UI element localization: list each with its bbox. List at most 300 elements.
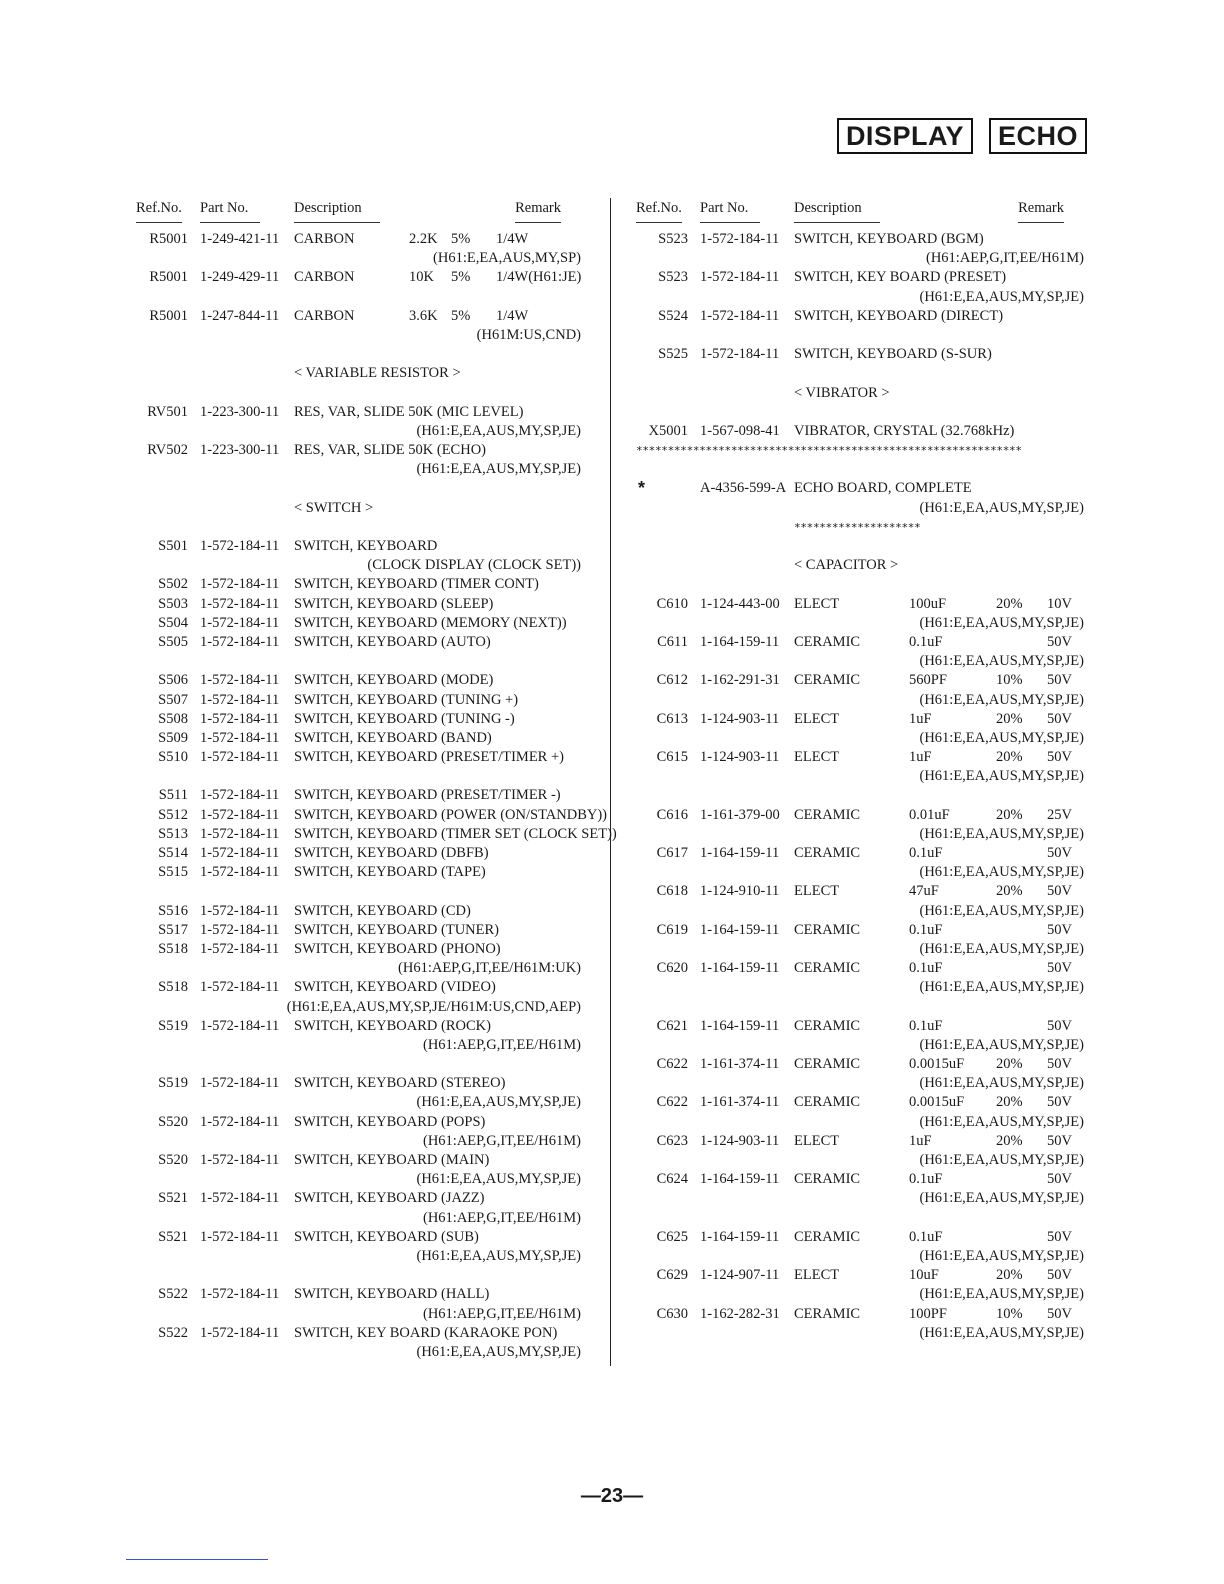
remark: (H61:AEP,G,IT,EE/H61M) xyxy=(422,1209,581,1226)
part-row xyxy=(636,307,1084,326)
description: CERAMIC xyxy=(794,1094,861,1111)
echo-badge: ECHO xyxy=(989,118,1087,154)
description: RES, VAR, SLIDE 50K (ECHO) xyxy=(294,442,487,459)
part-row xyxy=(136,268,581,287)
part-row xyxy=(136,1324,581,1343)
tolerance: 5% xyxy=(451,269,471,286)
part-no: 1-572-184-11 xyxy=(200,1075,280,1092)
remark: (H61:E,EA,AUS,MY,SP,JE) xyxy=(919,1247,1084,1264)
ref-no: C622 xyxy=(656,1056,688,1073)
tolerance: 20% xyxy=(996,1267,1023,1284)
ref-no: S519 xyxy=(158,1017,188,1034)
rating: 50V xyxy=(1047,1228,1072,1245)
remark: (H61M:US,CND) xyxy=(476,326,581,343)
board-mark: * xyxy=(638,478,646,499)
value: 47uF xyxy=(909,883,939,900)
tolerance: 20% xyxy=(996,806,1023,823)
description: CERAMIC xyxy=(794,921,861,938)
remark: (H61:E,EA,AUS,MY,SP,JE) xyxy=(416,461,581,478)
spacer xyxy=(136,518,581,537)
part-no: 1-124-903-11 xyxy=(700,1132,780,1149)
column-header xyxy=(136,198,581,230)
remark-row xyxy=(636,1324,1084,1343)
remark-row xyxy=(636,1074,1084,1093)
description: SWITCH, KEYBOARD xyxy=(294,538,438,554)
description: CERAMIC xyxy=(794,960,861,977)
remark-row xyxy=(636,1151,1084,1170)
spacer xyxy=(136,479,581,498)
remark: (H61:E,EA,AUS,MY,SP,JE) xyxy=(919,1190,1084,1207)
tolerance: 20% xyxy=(996,1094,1023,1111)
ref-no: S516 xyxy=(158,902,188,919)
remark-row xyxy=(136,249,581,268)
spacer xyxy=(136,652,581,671)
ref-no: C623 xyxy=(656,1132,688,1149)
ref-no: C611 xyxy=(657,633,688,650)
spacer xyxy=(636,364,1084,383)
ref-no: S510 xyxy=(158,749,188,766)
part-no: 1-223-300-11 xyxy=(200,403,280,420)
rating: 50V xyxy=(1047,1267,1072,1284)
spacer xyxy=(636,460,1084,479)
part-row xyxy=(136,902,581,921)
part-no: 1-572-184-11 xyxy=(200,921,280,938)
remark-row xyxy=(136,1247,581,1266)
left-parts-list xyxy=(136,230,617,1362)
spacer xyxy=(136,882,581,901)
tolerance: 5% xyxy=(451,307,471,324)
part-no: 1-161-374-11 xyxy=(700,1094,780,1111)
remark-row xyxy=(136,1132,581,1151)
remark: (H61:E,EA,AUS,MY,SP,JE) xyxy=(416,1247,581,1264)
ref-no: R5001 xyxy=(149,231,188,247)
part-row xyxy=(136,1113,581,1132)
description: CERAMIC xyxy=(794,806,861,823)
right-parts-column xyxy=(636,198,1084,1343)
part-no: 1-572-184-11 xyxy=(200,691,280,708)
remark-row xyxy=(136,326,581,345)
part-row xyxy=(636,959,1084,978)
ref-no: C620 xyxy=(656,960,688,977)
part-row xyxy=(136,1285,581,1304)
spacer xyxy=(636,326,1084,345)
ref-no: S504 xyxy=(158,614,188,631)
part-no: 1-572-184-11 xyxy=(200,825,280,842)
ref-header: Ref.No. xyxy=(136,200,182,223)
rating: 50V xyxy=(1047,749,1072,766)
part-row xyxy=(636,1228,1084,1247)
part-row xyxy=(136,575,581,594)
rating: 50V xyxy=(1047,1132,1072,1149)
part-no: 1-164-159-11 xyxy=(700,960,780,977)
part-no: 1-247-844-11 xyxy=(200,307,280,324)
part-no: 1-164-159-11 xyxy=(700,1228,780,1245)
remark: (H61:E,EA,AUS,MY,SP,JE) xyxy=(416,1094,581,1111)
part-no: 1-572-184-11 xyxy=(200,940,280,957)
remark-header: Remark xyxy=(1018,200,1064,223)
part-row xyxy=(636,882,1084,901)
part-row xyxy=(136,1074,581,1093)
part-row xyxy=(136,671,581,690)
description: SWITCH, KEYBOARD (S-SUR) xyxy=(794,346,992,363)
value: 0.1uF xyxy=(909,960,943,977)
part-row xyxy=(636,844,1084,863)
part-no: 1-572-184-11 xyxy=(200,614,280,631)
footer-rule xyxy=(126,1559,268,1560)
ref-no: S518 xyxy=(158,940,188,957)
part-no: 1-572-184-11 xyxy=(700,231,780,247)
description: SWITCH, KEYBOARD (SUB) xyxy=(294,1228,479,1245)
value: 0.1uF xyxy=(909,1017,943,1034)
remark-row xyxy=(136,1170,581,1189)
description: ELECT xyxy=(794,883,840,900)
rating: 1/4W xyxy=(496,307,529,324)
page-number: —23— xyxy=(580,1485,644,1507)
part-no: 1-249-429-11 xyxy=(200,269,280,286)
description: SWITCH, KEYBOARD (TUNING +) xyxy=(294,691,519,708)
part-row xyxy=(636,268,1084,287)
rating: 1/4W(H61:JE) xyxy=(496,269,582,286)
description: VIBRATOR, CRYSTAL (32.768kHz) xyxy=(794,422,1015,439)
part-no: 1-124-910-11 xyxy=(700,883,780,900)
remark: (H61:E,EA,AUS,MY,SP,JE) xyxy=(919,499,1084,516)
description: CERAMIC xyxy=(794,633,861,650)
remark: (H61:E,EA,AUS,MY,SP,JE) xyxy=(919,1075,1084,1092)
part-no: 1-162-291-31 xyxy=(700,672,780,689)
part-no: 1-572-184-11 xyxy=(200,595,280,612)
description: CERAMIC xyxy=(794,1305,861,1322)
part-no: 1-572-184-11 xyxy=(200,710,280,727)
section-title-text: < SWITCH > xyxy=(294,499,374,516)
part-row xyxy=(136,537,581,556)
description: SWITCH, KEYBOARD (CD) xyxy=(294,902,471,919)
rating: 25V xyxy=(1047,806,1072,823)
remark: (H61:E,EA,AUS,MY,SP,JE) xyxy=(919,1324,1084,1341)
remark: (H61:E,EA,AUS,MY,SP,JE) xyxy=(416,1343,581,1360)
tolerance: 20% xyxy=(996,883,1023,900)
part-row xyxy=(136,806,607,825)
description: ELECT xyxy=(794,749,840,766)
tolerance: 20% xyxy=(996,710,1023,727)
remark-row xyxy=(136,1343,581,1362)
spacer xyxy=(136,384,581,403)
section-title xyxy=(636,556,1084,575)
part-no: 1-164-159-11 xyxy=(700,845,780,861)
tolerance: 20% xyxy=(996,1056,1023,1073)
description: SWITCH, KEYBOARD (TUNER) xyxy=(294,921,499,938)
part-row xyxy=(136,729,581,748)
ref-no: S501 xyxy=(158,538,188,554)
spacer xyxy=(136,1266,581,1285)
ref-no: S521 xyxy=(158,1190,188,1207)
remark-row xyxy=(636,691,1084,710)
remark: (H61:AEP,G,IT,EE/H61M) xyxy=(422,1305,581,1322)
spacer xyxy=(636,403,1084,422)
section-title-text: < VIBRATOR > xyxy=(794,384,890,401)
description: SWITCH, KEYBOARD (BAND) xyxy=(294,729,492,746)
description: CERAMIC xyxy=(794,1056,861,1073)
tolerance: 10% xyxy=(996,1305,1023,1322)
ref-no: S502 xyxy=(158,576,188,593)
right-parts-list xyxy=(636,230,1084,1343)
value: 0.0015uF xyxy=(909,1056,965,1073)
part-no: 1-572-184-11 xyxy=(200,806,280,823)
part-no: 1-124-903-11 xyxy=(700,710,780,727)
remark-row xyxy=(636,1113,1084,1132)
remark: (H61:AEP,G,IT,EE/H61M) xyxy=(422,1036,581,1053)
section-title-text: < VARIABLE RESISTOR > xyxy=(294,365,461,382)
ref-no: S508 xyxy=(158,710,188,727)
part-row xyxy=(136,825,617,844)
description: SWITCH, KEYBOARD (AUTO) xyxy=(294,633,491,650)
ref-no: S509 xyxy=(158,729,188,746)
part-no: 1-223-300-11 xyxy=(200,442,280,459)
remark-row xyxy=(636,614,1084,633)
description: SWITCH, KEYBOARD (TAPE) xyxy=(294,864,486,881)
description: SWITCH, KEY BOARD (PRESET) xyxy=(794,269,1007,286)
part-row xyxy=(636,1266,1084,1285)
remark-row xyxy=(636,940,1084,959)
remark-row xyxy=(636,1189,1084,1208)
description: SWITCH, KEYBOARD (TUNING -) xyxy=(294,710,515,727)
value: 0.01uF xyxy=(909,806,950,823)
remark: (H61:E,EA,AUS,MY,SP,JE) xyxy=(919,1152,1084,1168)
part-row xyxy=(136,1189,581,1208)
value: 1uF xyxy=(909,1132,932,1149)
ref-no: S507 xyxy=(158,691,188,708)
tolerance: 20% xyxy=(996,595,1023,612)
description: ELECT xyxy=(794,595,840,612)
part-no: 1-162-282-31 xyxy=(700,1305,780,1322)
description: SWITCH, KEYBOARD (PRESET/TIMER -) xyxy=(294,787,561,804)
remark: (H61:E,EA,AUS,MY,SP,JE) xyxy=(919,979,1084,996)
remark-header: Remark xyxy=(515,200,561,223)
value: 2.2K xyxy=(409,231,438,247)
remark: (H61:E,EA,AUS,MY,SP,JE) xyxy=(919,1036,1084,1053)
remark-row xyxy=(136,460,581,479)
remark-row xyxy=(636,499,1084,518)
description: CARBON xyxy=(294,269,355,286)
value: 1uF xyxy=(909,710,932,727)
part-row xyxy=(136,786,581,805)
part-row xyxy=(136,748,581,767)
ref-no: C615 xyxy=(656,749,688,766)
remark: (CLOCK DISPLAY (CLOCK SET)) xyxy=(367,557,581,574)
ref-no: C617 xyxy=(656,845,688,861)
remark-row xyxy=(636,767,1084,786)
part-row xyxy=(636,921,1084,940)
part-no: 1-572-184-11 xyxy=(200,1190,280,1207)
display-badge: DISPLAY xyxy=(837,118,973,154)
ref-no: S506 xyxy=(158,672,188,689)
spacer xyxy=(636,998,1084,1017)
remark-row xyxy=(136,422,581,441)
separator-stars xyxy=(636,441,1084,460)
part-no: 1-164-159-11 xyxy=(700,921,780,938)
part-row xyxy=(636,1055,1084,1074)
part-no: 1-572-184-11 xyxy=(700,346,780,363)
part-row xyxy=(136,844,581,863)
ref-no: C624 xyxy=(656,1171,688,1188)
rating: 50V xyxy=(1047,921,1072,938)
ref-no: S515 xyxy=(158,864,188,881)
part-no: 1-572-184-11 xyxy=(200,1286,280,1303)
tolerance: 5% xyxy=(451,231,471,247)
part-no: 1-572-184-11 xyxy=(200,633,280,650)
ref-no: C612 xyxy=(656,672,688,689)
part-row xyxy=(636,422,1084,441)
remark-row xyxy=(136,959,581,978)
part-row xyxy=(136,940,581,959)
part-row xyxy=(136,1228,581,1247)
description: SWITCH, KEY BOARD (KARAOKE PON) xyxy=(294,1324,558,1341)
board-part-no: A-4356-599-A xyxy=(700,480,787,497)
board-row xyxy=(636,479,1084,498)
rating: 50V xyxy=(1047,1305,1072,1322)
part-no: 1-164-159-11 xyxy=(700,1171,780,1188)
part-row xyxy=(636,345,1084,364)
remark-row xyxy=(636,288,1084,307)
description: CARBON xyxy=(294,307,355,324)
remark-row xyxy=(136,556,581,575)
board-description: ECHO BOARD, COMPLETE xyxy=(794,480,972,497)
ref-no: S512 xyxy=(158,806,188,823)
rating: 50V xyxy=(1047,883,1072,900)
rating: 10V xyxy=(1047,595,1072,612)
ref-no: C622 xyxy=(656,1094,688,1111)
part-row xyxy=(136,633,581,652)
description: SWITCH, KEYBOARD (POPS) xyxy=(294,1113,486,1130)
rating: 50V xyxy=(1047,1017,1072,1034)
remark: (H61:AEP,G,IT,EE/H61M) xyxy=(422,1132,581,1149)
remark-row xyxy=(136,1305,581,1324)
ref-no: RV501 xyxy=(147,403,188,420)
value: 0.1uF xyxy=(909,1171,943,1188)
rating: 50V xyxy=(1047,672,1072,689)
part-no: 1-572-184-11 xyxy=(200,749,280,766)
remark: (H61:E,EA,AUS,MY,SP,JE) xyxy=(416,422,581,439)
remark: (H61:AEP,G,IT,EE/H61M:UK) xyxy=(398,960,581,977)
description: SWITCH, KEYBOARD (MEMORY (NEXT)) xyxy=(294,614,567,631)
part-no: 1-164-159-11 xyxy=(700,1017,780,1034)
remark-row xyxy=(636,863,1084,882)
part-no: 1-161-379-00 xyxy=(700,806,780,823)
remark: (H61:E,EA,AUS,MY,SP,JE) xyxy=(919,768,1084,785)
description: CERAMIC xyxy=(794,672,861,689)
ref-no: C625 xyxy=(656,1228,688,1245)
section-title xyxy=(136,499,581,518)
description: SWITCH, KEYBOARD (HALL) xyxy=(294,1286,490,1303)
ref-no: C629 xyxy=(656,1267,688,1284)
ref-no: S521 xyxy=(158,1228,188,1245)
value: 10uF xyxy=(909,1267,939,1284)
ref-no: S520 xyxy=(158,1152,188,1168)
remark: (H61:E,EA,AUS,MY,SP,JE) xyxy=(919,940,1084,957)
part-no: 1-124-903-11 xyxy=(700,749,780,766)
remark: (H61:E,EA,AUS,MY,SP,JE) xyxy=(919,614,1084,631)
section-title xyxy=(636,384,1084,403)
part-no: 1-567-098-41 xyxy=(700,422,780,439)
remark-row xyxy=(636,825,1084,844)
ref-no: S520 xyxy=(158,1113,188,1130)
description: SWITCH, KEYBOARD (TIMER SET (CLOCK SET)) xyxy=(294,825,617,842)
ref-no: S522 xyxy=(158,1324,188,1341)
ref-no: R5001 xyxy=(149,307,188,324)
spacer xyxy=(636,575,1084,594)
description: ELECT xyxy=(794,710,840,727)
part-no: 1-161-374-11 xyxy=(700,1056,780,1073)
part-no: 1-572-184-11 xyxy=(200,1228,280,1245)
part-row xyxy=(136,1151,581,1170)
part-no: 1-572-184-11 xyxy=(200,1152,280,1168)
stars-line: ************************************************************* xyxy=(636,444,1022,458)
ref-no: S503 xyxy=(158,595,188,612)
part-row xyxy=(636,595,1084,614)
part-header: Part No. xyxy=(200,200,260,223)
rating: 50V xyxy=(1047,1094,1072,1111)
rating: 50V xyxy=(1047,710,1072,727)
value: 0.1uF xyxy=(909,1228,943,1245)
spacer xyxy=(136,1055,581,1074)
rating: 50V xyxy=(1047,960,1072,977)
part-row xyxy=(636,633,1084,652)
part-row xyxy=(136,230,581,249)
part-row xyxy=(636,1305,1084,1324)
part-no: 1-572-184-11 xyxy=(200,979,280,996)
spacer xyxy=(136,345,581,364)
remark-row xyxy=(636,1247,1084,1266)
part-no: 1-572-184-11 xyxy=(200,729,280,746)
part-no: 1-572-184-11 xyxy=(200,672,280,689)
part-no: 1-572-184-11 xyxy=(200,576,280,593)
description: SWITCH, KEYBOARD (PRESET/TIMER +) xyxy=(294,749,564,766)
ref-no: S522 xyxy=(158,1286,188,1303)
description: CARBON xyxy=(294,231,355,247)
remark: (H61:AEP,G,IT,EE/H61M) xyxy=(925,250,1084,267)
description: CERAMIC xyxy=(794,845,861,861)
remark: (H61:E,EA,AUS,MY,SP,JE) xyxy=(919,1113,1084,1130)
remark: (H61:E,EA,AUS,MY,SP,JE) xyxy=(919,1286,1084,1303)
part-no: 1-124-907-11 xyxy=(700,1267,780,1284)
remark-row xyxy=(636,902,1084,921)
part-row xyxy=(636,671,1084,690)
ref-no: S523 xyxy=(658,269,688,286)
rating: 1/4W xyxy=(496,231,529,247)
remark-row xyxy=(136,998,581,1017)
remark-row xyxy=(636,652,1084,671)
description: CERAMIC xyxy=(794,1228,861,1245)
remark: (H61:E,EA,AUS,MY,SP,JE) xyxy=(919,691,1084,708)
value: 0.1uF xyxy=(909,633,943,650)
spacer xyxy=(636,786,1084,805)
part-row xyxy=(636,748,1084,767)
tolerance: 20% xyxy=(996,749,1023,766)
part-no: 1-572-184-11 xyxy=(200,1113,280,1130)
part-row xyxy=(636,710,1084,729)
part-row xyxy=(636,1132,1084,1151)
ref-no: S517 xyxy=(158,921,188,938)
description: SWITCH, KEYBOARD (STEREO) xyxy=(294,1075,506,1092)
part-no: 1-164-159-11 xyxy=(700,633,780,650)
part-row xyxy=(136,1017,581,1036)
description: SWITCH, KEYBOARD (VIDEO) xyxy=(294,979,496,996)
board-stars-row xyxy=(636,518,1084,537)
remark: (H61:E,EA,AUS,MY,SP,JE) xyxy=(919,902,1084,919)
ref-no: S525 xyxy=(658,346,688,363)
part-no: 1-249-421-11 xyxy=(200,231,280,247)
part-row xyxy=(136,307,581,326)
part-row xyxy=(636,806,1084,825)
